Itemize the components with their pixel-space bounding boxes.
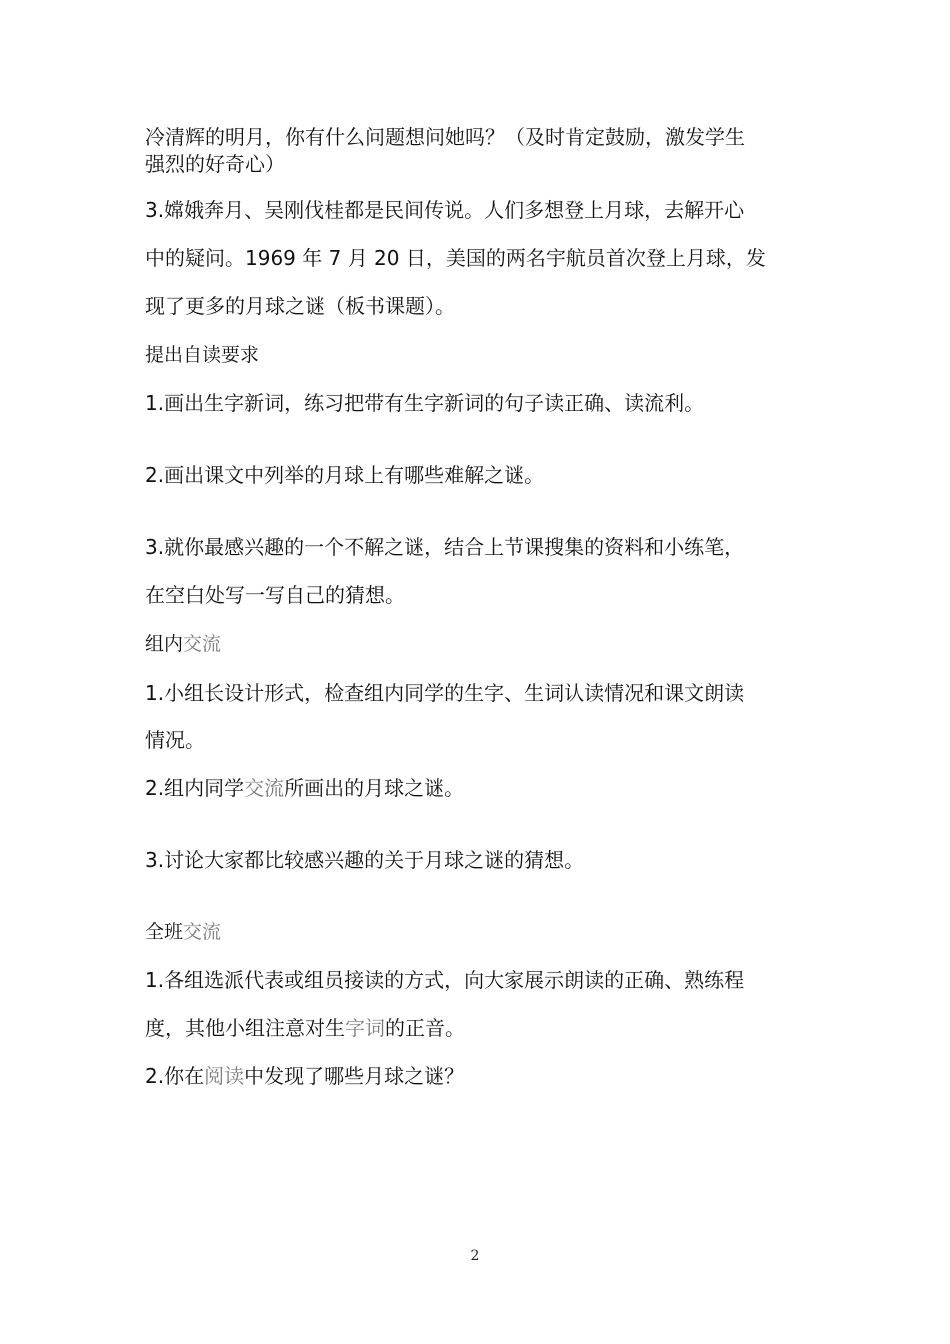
intro-line-2: 强烈的好奇心） xyxy=(145,152,285,176)
heading-group-highlight: 交流 xyxy=(183,633,222,655)
reading-item-3-line-1: 3.就你最感兴趣的一个不解之谜，结合上节课搜集的资料和小练笔， xyxy=(145,535,745,559)
group-item-2 xyxy=(145,775,464,801)
class-item-1-line-2-suffix: 的正音。 xyxy=(385,1016,465,1040)
paragraph-3-line-3: 现了更多的月球之谜（板书课题）。 xyxy=(145,294,455,318)
reading-item-1: 1.画出生字新词，练习把带有生字新词的句子读正确、读流利。 xyxy=(145,391,705,415)
class-item-2-prefix: 2.你在 xyxy=(145,1064,205,1088)
heading-class-highlight: 交流 xyxy=(183,921,222,943)
class-item-1-line-2-highlight: 字词 xyxy=(345,1016,385,1040)
intro-line-1: 冷清辉的明月，你有什么问题想问她吗？（及时肯定鼓励，激发学生 xyxy=(145,125,745,149)
class-item-2-highlight: 阅读 xyxy=(204,1064,245,1088)
group-item-3: 3.讨论大家都比较感兴趣的关于月球之谜的猜想。 xyxy=(145,848,585,872)
group-item-1-line-2: 情况。 xyxy=(145,728,205,752)
heading-class-prefix: 全班 xyxy=(145,921,184,943)
class-item-1-line-1: 1.各组选派代表或组员接读的方式，向大家展示朗读的正确、熟练程 xyxy=(145,968,745,992)
paragraph-3-line-1: 3.嫦娥奔月、吴刚伐桂都是民间传说。人们多想登上月球，去解开心 xyxy=(145,198,745,222)
reading-item-2: 2.画出课文中列举的月球上有哪些难解之谜。 xyxy=(145,463,545,487)
group-item-2-suffix: 所画出的月球之谜。 xyxy=(284,776,465,800)
section-heading-class xyxy=(145,919,221,945)
paragraph-3-line-2: 中的疑问。1969 年 7 月 20 日，美国的两名宇航员首次登上月球，发 xyxy=(145,246,766,270)
group-item-1-line-1: 1.小组长设计形式，检查组内同学的生字、生词认读情况和课文朗读 xyxy=(145,681,745,705)
heading-group-prefix: 组内 xyxy=(145,633,184,655)
class-item-2 xyxy=(145,1063,464,1089)
page-number: 2 xyxy=(470,1248,480,1264)
class-item-1-line-2 xyxy=(145,1015,465,1041)
group-item-2-prefix: 2.组内同学 xyxy=(145,776,245,800)
reading-item-3-line-2: 在空白处写一写自己的猜想。 xyxy=(145,583,405,607)
section-heading-group xyxy=(145,631,221,657)
class-item-1-line-2-prefix: 度，其他小组注意对生 xyxy=(145,1016,345,1040)
section-heading-reading: 提出自读要求 xyxy=(145,344,260,366)
group-item-2-highlight: 交流 xyxy=(244,776,285,800)
class-item-2-suffix: 中发现了哪些月球之谜？ xyxy=(244,1064,465,1088)
